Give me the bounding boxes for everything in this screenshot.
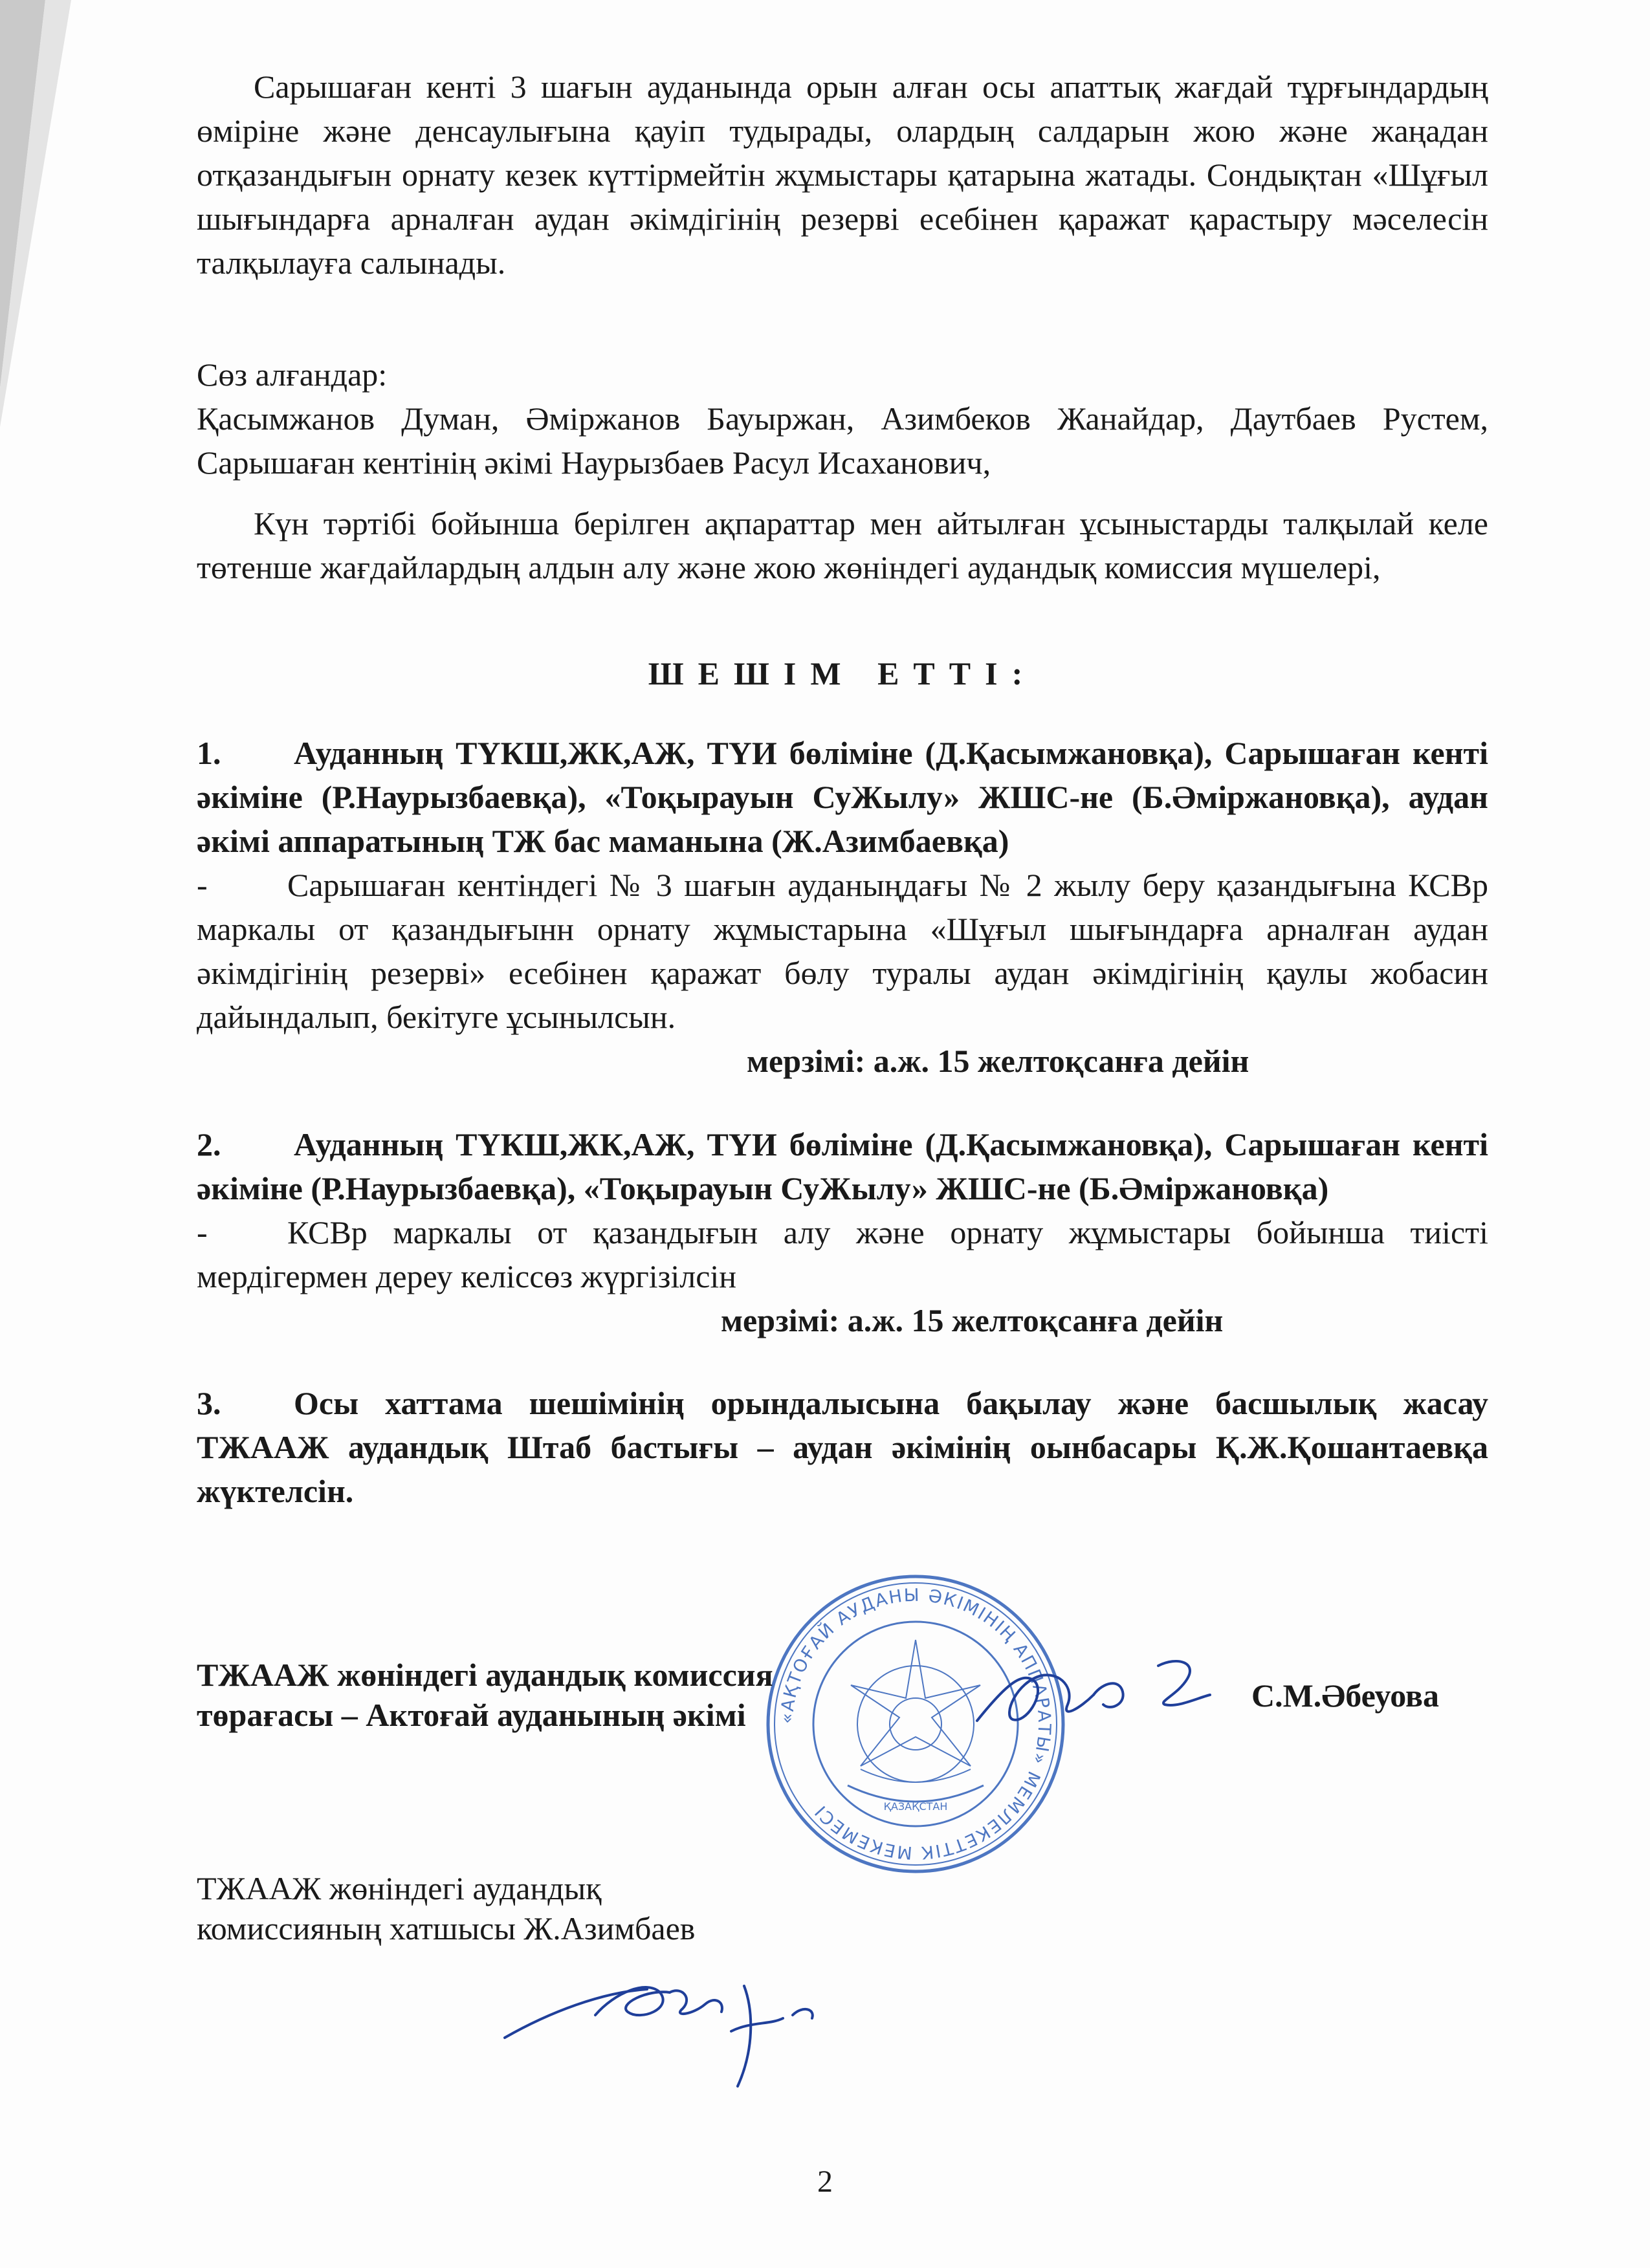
intro-paragraph [197, 65, 1488, 285]
item-number: 3. [197, 1385, 221, 1421]
chair-name: С.М.Әбеуова [1251, 1677, 1440, 1714]
item-deadline: мерзімі: а.ж. 15 желтоқсанға дейін [721, 1302, 1224, 1338]
speakers-list: Қасымжанов Думан, Әміржанов Бауыржан, Азимбеков Жанайдар, Даутбаев Рустем, Сарышаған кентінің әкімі Наурызбаев Расул Исаханович, [197, 400, 1488, 481]
agenda-paragraph [197, 501, 1488, 589]
chair-signature [964, 1643, 1262, 1753]
decision-item-3 [197, 1381, 1488, 1513]
stamp-arc-text: «АҚТОҒАЙ АУДАНЫ ӘКІМІНІҢ АППАРАТЫ» МЕМЛЕКЕТТІК МЕКЕМЕСІ [776, 1585, 1055, 1863]
decision-heading: ШЕШІМ ЕТТІ: [648, 655, 1037, 692]
page-number: 2 [817, 2164, 833, 2199]
secretary-signature [498, 1954, 848, 2096]
item-heading: Осы хаттама шешімінің орындалысына бақылау және басшылық жасау ТЖААЖ аудандық Штаб бастығы – аудан әкімінің оынбасары Қ.Ж.Қошантаевқа жүктелсін. [197, 1385, 1488, 1509]
item-deadline: мерзімі: а.ж. 15 желтоқсанға дейін [747, 1043, 1249, 1079]
intro-text: Сарышаған кенті 3 шағын ауданында орын алған осы апаттық жағдай тұрғындардың өміріне және денсаулығына қауіп тудырады, олардың салдарын жою және жаңадан отқазандығын орнату кезек күттірмейтін жұмыстары қатарына жатады. Сондықтан «Шұғыл шығындарға арналған аудан әкімдігінің резерві есебінен қаражат қарастыру мәселесін талқылауға салынады. [197, 69, 1488, 281]
secretary-title-line2: комиссияның хатшысы Ж.Азимбаев [197, 1910, 696, 1946]
agenda-text: Күн тәртібі бойынша берілген ақпараттар мен айтылған ұсыныстарды талқылай келе төтенше жағдайлардың алдын алу және жою жөніндегі аудандық комиссия мүшелері, [197, 505, 1488, 585]
item-heading: Ауданның ТҮКШ,ЖК,АЖ, ТҮИ бөліміне (Д.Қасымжановқа), Сарышаған кенті әкіміне (Р.Наурызбаевқа), «Тоқырауын СуЖылу» ЖШС-не (Б.Әміржановқа) [197, 1126, 1488, 1206]
decision-item-1 [197, 731, 1488, 1083]
item-number: 2. [197, 1126, 221, 1162]
item-dash: - [197, 867, 208, 903]
item-heading: Ауданның ТҮКШ,ЖК,АЖ, ТҮИ бөліміне (Д.Қасымжановқа), Сарышаған кенті әкіміне (Р.Наурызбаевқа), «Тоқырауын СуЖылу» ЖШС-не (Б.Әміржановқа), аудан әкімі аппаратының ТЖ бас маманына (Ж.Азимбаевқа) [197, 735, 1488, 859]
stamp-center-text: ҚАЗАҚСТАН [883, 1800, 948, 1813]
chair-title-line2: төрағасы – Актоғай ауданының әкімі [197, 1697, 746, 1733]
item-text: КСВр маркалы от қазандығын алу және орнату жұмыстары бойынша тиісті мердігермен дереу келіссөз жүргізілсін [197, 1214, 1488, 1294]
decision-item-2 [197, 1122, 1488, 1342]
chair-title-line1: ТЖААЖ жөніндегі аудандық комиссия [197, 1657, 773, 1693]
folded-corner [0, 0, 168, 427]
speakers-section [197, 353, 1488, 485]
speakers-label: Сөз алғандар: [197, 356, 388, 393]
item-text: Сарышаған кентіндегі № 3 шағын ауданыңдағы № 2 жылу беру қазандығына КСВр маркалы от қазандығынн орнату жұмыстарына «Шұғыл шығындарға арналған аудан әкімдігінің резерві» есебінен қаражат бөлу туралы аудан әкімдігінің қаулы жобасин дайындалып, бекітуге ұсынылсын. [197, 867, 1488, 1035]
item-dash: - [197, 1214, 208, 1250]
secretary-title-line1: ТЖААЖ жөніндегі аудандық [197, 1870, 602, 1906]
item-number: 1. [197, 735, 221, 771]
